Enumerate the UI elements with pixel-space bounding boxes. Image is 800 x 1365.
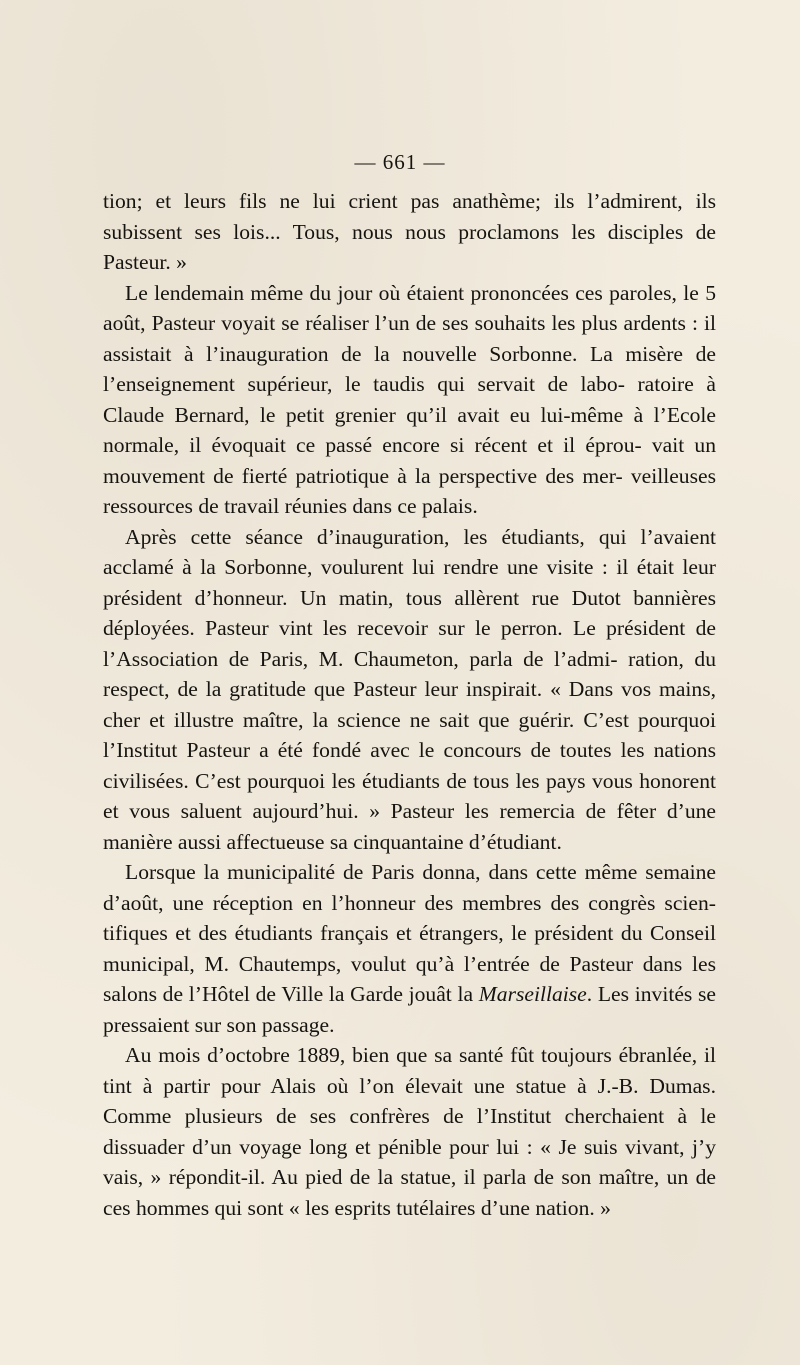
paragraph-continuation: tion; et leurs fils ne lui crient pas anathème; ils l’admirent, ils subissent ses lois... Tous, nous nous proclamons les disciples de Pasteur. » [103, 189, 716, 274]
body-text [103, 186, 716, 1223]
reception-text-end: . Les invités se pressaient sur son passage. [103, 982, 716, 1037]
page-number: — 661 — [354, 150, 446, 174]
paragraph-students-visit: Après cette séance d’inauguration, les étudiants, qui l’avaient acclamé à la Sorbonne, voulurent lui rendre une visite : il était leur président d’honneur. Un matin, tous allèrent rue Dutot bannières déployées. Pasteur vint les recevoir sur le perron. Le président de l’Association de Paris, M. Chaumeton, parla de l’admi- ration, du respect, de la gratitude que Pasteur leur inspirait. « Dans vos mains, cher et illustre maître, la science ne sait que guérir. C’est pourquoi l’Institut Pasteur a été fondé avec le concours de toutes les nations civilisées. C’est pourquoi les étudiants de tous les pays vous honorent et vous saluent aujourd’hui. » Pasteur les remercia de fêter d’une manière aussi affectueuse sa cinquantaine d’étudiant. [103, 524, 716, 854]
reception-text-start: Lorsque la municipalité de Paris donna, dans cette même semaine d’août, une réception en l’honneur des membres des congrès scien- tifiques et des étudiants français et étrangers, le président du Conseil municipal, M. Chautemps, voulut qu’à l’entrée de Pasteur dans les salons de l’Hôtel de Ville la Garde jouât la [103, 860, 716, 1006]
marseillaise-title: Marseillaise [478, 982, 587, 1006]
paragraph-municipal-reception [103, 857, 716, 1040]
paragraph-alais-statue: Au mois d’octobre 1889, bien que sa santé fût toujours ébranlée, il tint à partir pour Alais où l’on élevait une statue à J.-B. Dumas. Comme plusieurs de ses confrères de l’Institut cherchaient à le dissuader d’un voyage long et pénible pour lui : « Je suis vivant, j’y vais, » répondit-il. Au pied de la statue, il parla de son maître, un de ces hommes qui sont « les esprits tutélaires d’une nation. » [103, 1043, 716, 1220]
paragraph-sorbonne-inauguration: Le lendemain même du jour où étaient prononcées ces paroles, le 5 août, Pasteur voyait se réaliser l’un de ses souhaits les plus ardents : il assistait à l’inauguration de la nouvelle Sorbonne. La misère de l’enseignement supérieur, le taudis qui servait de labo- ratoire à Claude Bernard, le petit grenier qu’il avait eu lui-même à l’Ecole normale, il évoquait ce passé encore si récent et il éprou- vait un mouvement de fierté patriotique à la perspective des mer- veilleuses ressources de travail réunies dans ce palais. [103, 280, 716, 518]
